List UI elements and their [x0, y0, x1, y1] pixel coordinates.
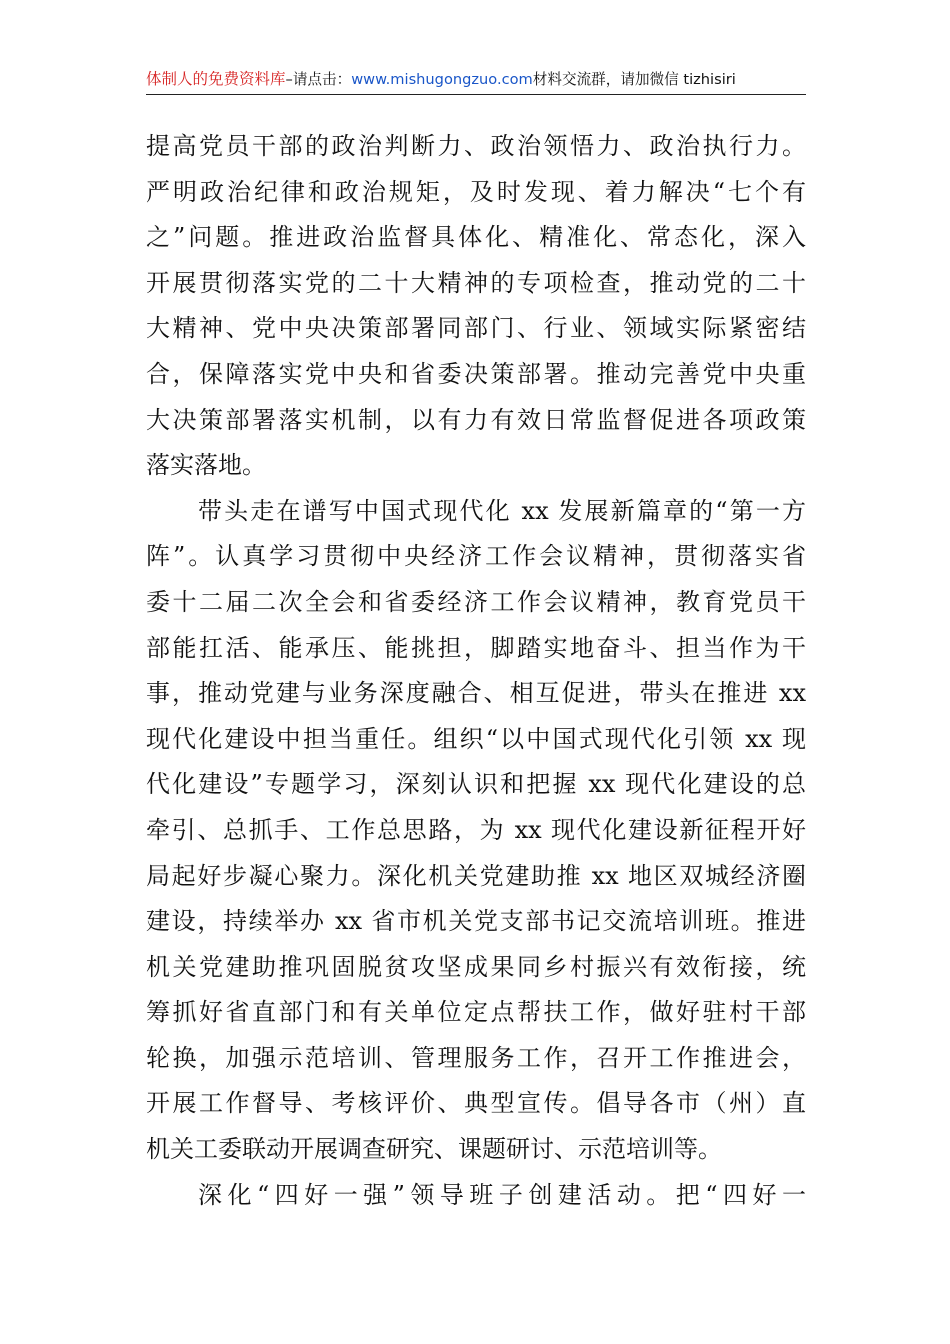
- text-line: 提高党员干部的政治判断力、政治领悟力、政治执行力。: [146, 132, 806, 160]
- document-body: [146, 124, 806, 1218]
- text-line: 开展贯彻落实党的二十大精神的专项检查，推动党的二十: [146, 268, 806, 297]
- paragraph-start-line: 深化“四好一强”领导班子创建活动。把“四好一: [198, 1180, 806, 1209]
- text-line: 大精神、党中央决策部署同部门、行业、领域实际紧密结: [146, 314, 806, 343]
- text-line: 筹抓好省直部门和有关单位定点帮扶工作，做好驻村干部: [146, 998, 806, 1027]
- text-line: 落实落地。: [146, 451, 266, 480]
- text-line: 局起好步凝心聚力。深化机关党建助推 xx 地区双城经济圈: [146, 861, 806, 890]
- text-line: 部能扛活、能承压、能挑担，脚踏实地奋斗、担当作为干: [146, 633, 806, 662]
- text-line: 开展工作督导、考核评价、典型宣传。倡导各市（州）直: [146, 1089, 806, 1118]
- text-line: 之”问题。推进政治监督具体化、精准化、常态化，深入: [146, 223, 806, 252]
- header-prompt: –请点击：: [285, 71, 352, 88]
- text-line: 合，保障落实党中央和省委决策部署。推动完善党中央重: [146, 359, 806, 388]
- header-link[interactable]: www.mishugongzuo.com: [351, 71, 533, 88]
- text-line: 牵引、总抓手、工作总思路，为 xx 现代化建设新征程开好: [146, 815, 806, 844]
- header-info: 材料交流群，请加微信 tizhisiri: [532, 71, 736, 88]
- text-line: 大决策部署落实机制，以有力有效日常监督促进各项政策: [146, 405, 806, 434]
- text-line: 轮换，加强示范培训、管理服务工作，召开工作推进会，: [146, 1043, 806, 1072]
- text-line: 机关党建助推巩固脱贫攻坚成果同乡村振兴有效衔接，统: [146, 952, 806, 981]
- text-line: 委十二届二次全会和省委经济工作会议精神，教育党员干: [146, 587, 806, 616]
- text-line: 代化建设”专题学习，深刻认识和把握 xx 现代化建设的总: [146, 770, 806, 799]
- page-header: [146, 64, 806, 95]
- text-line: 机关工委联动开展调查研究、课题研讨、示范培训等。: [146, 1135, 722, 1164]
- text-line: 严明政治纪律和政治规矩，及时发现、着力解决“七个有: [146, 177, 806, 206]
- header-brand: 体制人的免费资料库: [146, 70, 286, 88]
- text-line: 事，推动党建与业务深度融合、相互促进，带头在推进 xx: [146, 679, 806, 708]
- text-line: 阵”。认真学习贯彻中央经济工作会议精神，贯彻落实省: [146, 542, 806, 571]
- paragraph-start-line: 带头走在谱写中国式现代化 xx 发展新篇章的“第一方: [198, 496, 806, 525]
- text-line: 建设，持续举办 xx 省市机关党支部书记交流培训班。推进: [146, 907, 806, 936]
- text-line: 现代化建设中担当重任。组织“以中国式现代化引领 xx 现: [146, 724, 806, 753]
